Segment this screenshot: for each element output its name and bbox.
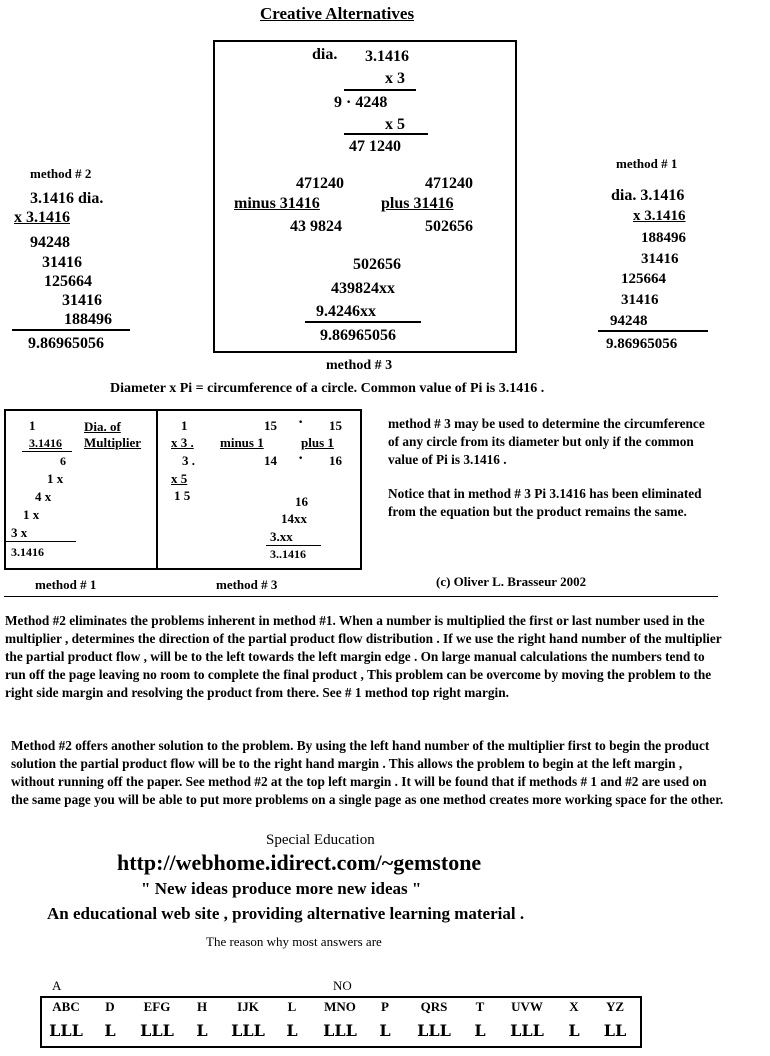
formula-text: Diameter x Pi = circumference of a circle. Common value of Pi is 3.1416 . [110, 381, 545, 396]
method1-line-4: 31416 [641, 251, 679, 267]
center-dia-value: 3.1416 [365, 48, 409, 65]
code-label: EFG [143, 999, 171, 1014]
center-rule-3 [305, 321, 421, 323]
code-glyph: Ⅼ [196, 1023, 208, 1040]
method1-line-2: x 3.1416 [633, 208, 686, 224]
method3-caption: method # 3 [326, 358, 393, 373]
center-mult1: x 3 [385, 70, 405, 87]
sb-left-line-1: 1 [29, 418, 36, 433]
sb-right-col1-1: 1 [181, 418, 188, 433]
sb-left-line-4: 1 x [47, 471, 64, 486]
center-stack-2: 439824xx [331, 280, 395, 297]
code-label: L [287, 999, 297, 1014]
code-label: X [569, 999, 579, 1014]
note-method3: method # 3 may be used to determine the circumference of any circle from its diameter but only if the common value of Pi is 3.1416 . [388, 416, 705, 467]
method1-line-1: dia. 3.1416 [611, 187, 685, 204]
site-url[interactable]: http://webhome.idirect.com/~gemstone [117, 850, 482, 875]
sb-dot-1: · [298, 414, 304, 431]
method2-line-5: 125664 [44, 273, 92, 290]
center-rule-2 [344, 133, 428, 135]
code-glyph: ⅬⅬⅬ [49, 1023, 83, 1040]
code-glyph: ⅬⅬⅬ [231, 1023, 265, 1040]
method2-rule [12, 329, 130, 331]
sb-left-rule-1 [22, 451, 72, 452]
code-glyph: Ⅼ [104, 1023, 116, 1040]
sb-left-rule-2 [6, 541, 76, 542]
code-glyph: Ⅼ [568, 1023, 580, 1040]
sb-col2-top: 15 [264, 418, 277, 433]
sb-col2-res: 14 [264, 453, 277, 468]
code-glyph: ⅬⅬⅬ [417, 1023, 451, 1040]
center-rule-1 [344, 89, 416, 91]
sb-stack-1: 16 [295, 494, 308, 509]
center-result1: 47 1240 [349, 138, 401, 155]
method2-line-7: 188496 [64, 311, 112, 328]
center-left-op: minus 31416 [234, 195, 320, 212]
code-label-no: NO [333, 978, 352, 993]
sb-left-line-6: 1 x [23, 507, 40, 522]
paragraph-2: Method #2 offers another solution to the problem. By using the left hand number of the multiplier first to begin the product solution the partial product flow will be to the right hand margin . This allows the problem to begin at the left margin , without running off the paper. See method #2 at the top left margin . It will be found that if methods # 1 and #2 are used on the same page you will be able to put more problems on a single page as one method creates more working space for the other. [11, 738, 724, 807]
code-label: IJK [237, 999, 259, 1014]
method1-line-3: 188496 [641, 230, 686, 246]
sb-left-line-5: 4 x [35, 489, 52, 504]
code-glyph: ⅬⅬⅬ [510, 1023, 544, 1040]
method1-rule [598, 330, 708, 332]
sb-col3-op: plus 1 [301, 435, 334, 450]
code-label: H [196, 999, 208, 1014]
sb-col2-op: minus 1 [220, 435, 264, 450]
page-title: Creative Alternatives [260, 4, 415, 23]
code-glyph: Ⅼ [286, 1023, 298, 1040]
sb-right-col1-4: x 5 [171, 471, 188, 486]
center-stack-3: 9.4246xx [316, 303, 376, 320]
small-box-divider [156, 409, 158, 570]
sb-stack-3: 3.xx [270, 529, 293, 544]
code-glyph: ⅬⅬ [603, 1023, 627, 1040]
special-education: Special Education [266, 832, 375, 848]
code-label: YZ [605, 999, 625, 1014]
sb-stack-result: 3..1416 [270, 547, 306, 561]
code-label-a: A [52, 978, 62, 993]
method2-line-1: 3.1416 dia. [30, 190, 104, 207]
code-label: ABC [52, 999, 80, 1014]
center-left-top: 471240 [296, 175, 344, 192]
reason-text: The reason why most answers are [206, 934, 382, 949]
sb-left-line-7: 3 x [11, 525, 28, 540]
sb-dot-2: · [298, 450, 304, 467]
sb-right-rule [266, 545, 321, 546]
sb-header-2: Multiplier [84, 435, 142, 450]
center-dia-label: dia. [312, 46, 338, 63]
sb-label-left: method # 1 [35, 577, 97, 592]
center-left-result: 43 9824 [290, 218, 342, 235]
center-stack-1: 502656 [353, 256, 401, 273]
tagline: An educational web site , providing alternative learning material . [47, 904, 525, 923]
center-stack-result: 9.86965056 [320, 327, 396, 344]
sb-col3-top: 15 [329, 418, 342, 433]
sb-right-col1-2: x 3 . [171, 435, 194, 450]
method1-line-6: 31416 [621, 292, 659, 308]
method2-line-2: x 3.1416 [14, 209, 70, 226]
code-label: QRS [420, 999, 448, 1014]
code-label: MNO [324, 999, 356, 1014]
sb-header-1: Dia. of [84, 419, 121, 434]
code-glyph: ⅬⅬⅬ [323, 1023, 357, 1040]
sb-left-line-3: 6 [60, 454, 66, 468]
method2-line-6: 31416 [62, 292, 102, 309]
method2-line-3: 94248 [30, 234, 70, 251]
code-label: UVW [511, 999, 543, 1014]
method2-label: method # 2 [30, 166, 92, 181]
code-glyph: ⅬⅬⅬ [140, 1023, 174, 1040]
sb-right-col1-5: 1 5 [174, 488, 191, 503]
code-glyph: Ⅼ [474, 1023, 486, 1040]
center-right-op: plus 31416 [381, 195, 454, 212]
method1-result: 9.86965056 [606, 336, 678, 352]
code-label: P [381, 999, 389, 1014]
method2-line-4: 31416 [42, 254, 82, 271]
sb-label-right: method # 3 [216, 577, 278, 592]
note-pi-eliminated: Notice that in method # 3 Pi 3.1416 has been eliminated from the equation but the product remains the same. [388, 486, 702, 519]
sb-right-col1-3: 3 . [182, 453, 195, 468]
sb-col3-res: 16 [329, 453, 342, 468]
center-right-top: 471240 [425, 175, 473, 192]
code-label: D [105, 999, 115, 1014]
sb-stack-2: 14xx [281, 511, 307, 526]
center-partial1: 9 · 4248 [334, 94, 388, 111]
method2-result: 9.86965056 [28, 335, 104, 352]
method1-line-5: 125664 [621, 271, 666, 287]
copyright: (c) Oliver L. Brasseur 2002 [436, 574, 587, 589]
center-mult2: x 5 [385, 116, 405, 133]
quote: " New ideas produce more new ideas " [141, 879, 422, 898]
sb-left-line-2: 3.1416 [29, 436, 62, 450]
section-divider [4, 596, 718, 597]
code-label: T [475, 999, 485, 1014]
paragraph-1: Method #2 eliminates the problems inherent in method #1. When a number is multiplied the first or last number used in the multiplier , determines the direction of the partial product flow distribution . If we use the right hand number of the multiplier the partial product flow , will be to the left towards the left margin edge . On large manual calculations the numbers tend to run off the page leaving no room to complete the final product , This problem can be overcome by moving the problem to the right side margin and resolving the product from there. See # 1 method top right margin. [5, 613, 722, 700]
sb-left-result: 3.1416 [11, 545, 44, 559]
method1-line-7: 94248 [610, 313, 648, 329]
method1-label: method # 1 [616, 156, 678, 171]
code-glyph: Ⅼ [379, 1023, 391, 1040]
center-right-result: 502656 [425, 218, 473, 235]
